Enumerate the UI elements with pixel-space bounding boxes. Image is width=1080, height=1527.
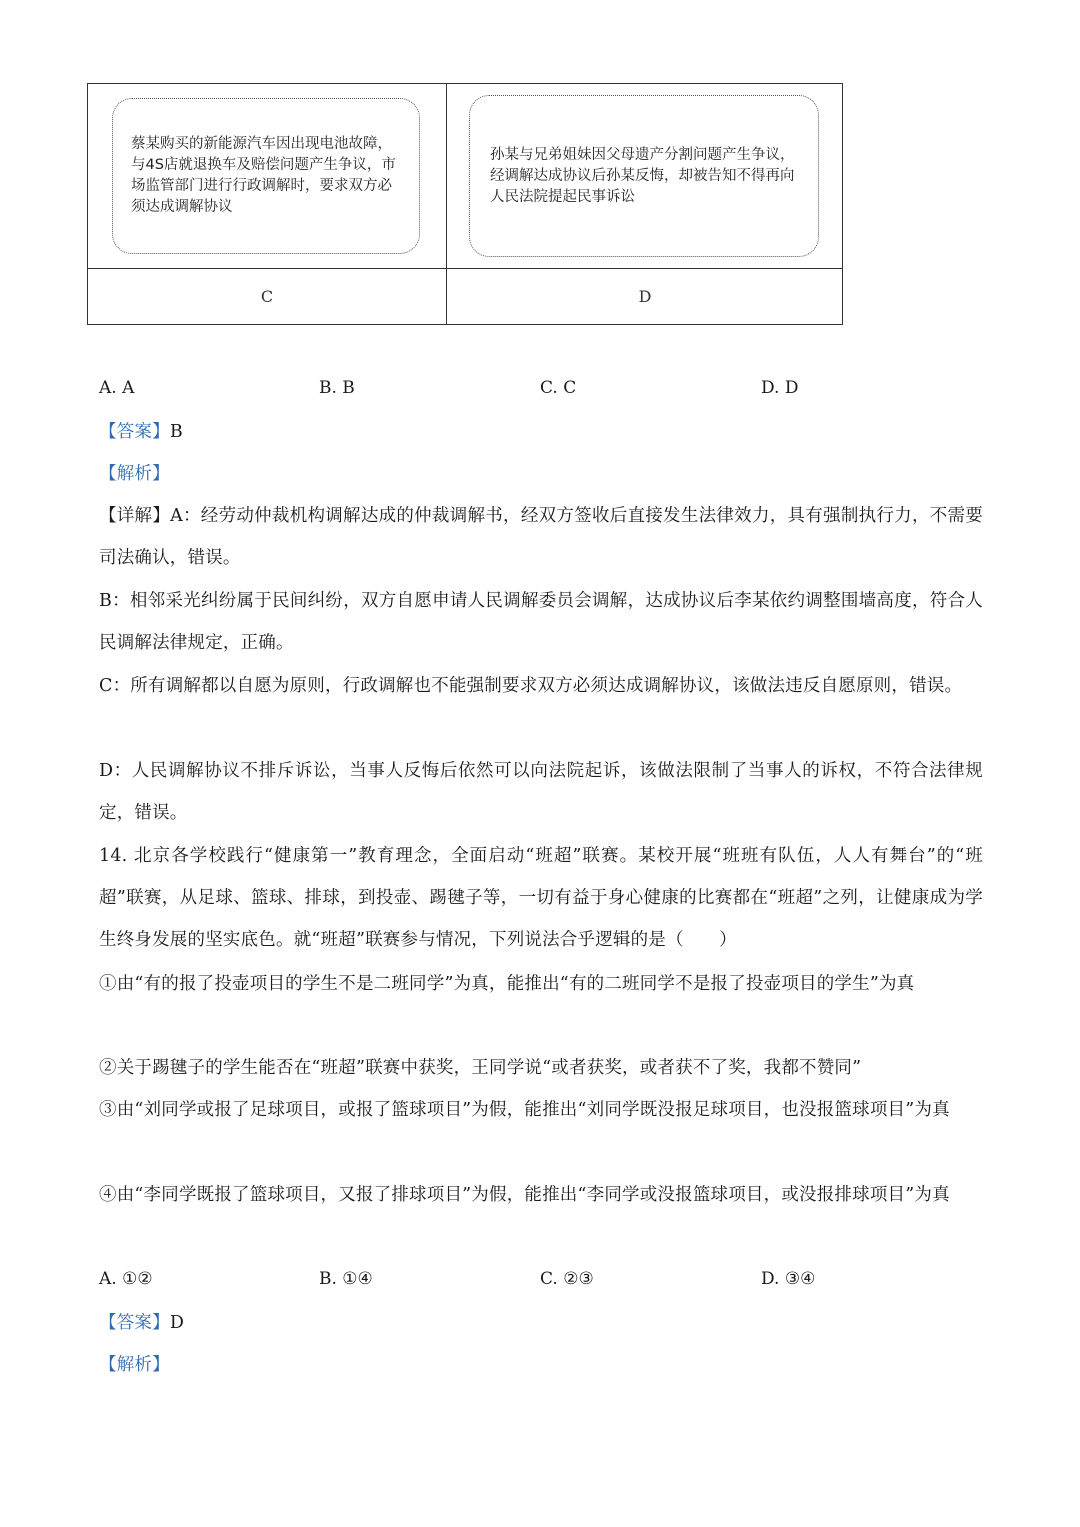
q13-option-d: D. D bbox=[761, 378, 799, 398]
q13-answer-line bbox=[99, 411, 983, 453]
scenario-c-label: C bbox=[260, 287, 274, 306]
q14-statement-4: ④由“李同学既报了篮球项目，又报了排球项目”为假，能推出“李同学或没报篮球项目，或没报排球项目”为真 bbox=[99, 1185, 950, 1205]
q14-answer-value: D bbox=[169, 1313, 185, 1333]
q14-options bbox=[99, 1269, 999, 1295]
q14-option-c: C. ②③ bbox=[540, 1269, 594, 1289]
q13-detail-a: 【详解】A：经劳动仲裁机构调解达成的仲裁调解书，经双方签收后直接发生法律效力，具有强制执行力，不需要司法确认，错误。 bbox=[99, 506, 983, 568]
q13-option-c: C. C bbox=[540, 378, 577, 398]
q14-statement-3: ③由“刘同学或报了足球项目，或报了篮球项目”为假，能推出“刘同学既没报足球项目，也没报篮球项目”为真 bbox=[99, 1100, 950, 1120]
q13-options bbox=[99, 378, 999, 404]
q14-analysis-line bbox=[99, 1344, 983, 1386]
q14-option-b: B. ①④ bbox=[319, 1269, 373, 1289]
q13-option-b: B. B bbox=[319, 378, 355, 398]
q14-option-a: A. ①② bbox=[99, 1269, 153, 1289]
q13-answer-value: B bbox=[169, 422, 183, 442]
q13-detail-d: D：人民调解协议不排斥诉讼，当事人反悔后依然可以向法院起诉，该做法限制了当事人的诉权，不符合法律规定，错误。 bbox=[99, 761, 983, 823]
q14-stem: 14. 北京各学校践行“健康第一”教育理念，全面启动“班超”联赛。某校开展“班班有队伍，人人有舞台”的“班超”联赛，从足球、篮球、排球，到投壶、踢毽子等，一切有益于身心健康的比赛都在“班超”之列，让健康成为学生终身发展的坚实底色。就“班超”联赛参与情况，下列说法合乎逻辑的是（ ） bbox=[99, 846, 983, 950]
q14-analysis-tag: 【解析】 bbox=[99, 1355, 170, 1375]
q13-option-a: A. A bbox=[99, 378, 135, 398]
scenario-d-label: D bbox=[638, 287, 652, 306]
q14-answer-tag: 【答案】 bbox=[99, 1313, 170, 1333]
q13-detail-c: C：所有调解都以自愿为原则，行政调解也不能强制要求双方必须达成调解协议，该做法违反自愿原则，错误。 bbox=[99, 676, 963, 696]
q14-statement-2: ②关于踢毽子的学生能否在“班超”联赛中获奖，王同学说“或者获奖，或者获不了奖，我都不赞同” bbox=[99, 1058, 862, 1078]
scenario-c-box bbox=[112, 98, 420, 254]
q14-statement-1: ①由“有的报了投壶项目的学生不是二班同学”为真，能推出“有的二班同学不是报了投壶项目的学生”为真 bbox=[99, 974, 915, 994]
q13-analysis-tag: 【解析】 bbox=[99, 464, 170, 484]
q13-detail-b: B：相邻采光纠纷属于民间纠纷，双方自愿申请人民调解委员会调解，达成协议后李某依约调整围墙高度，符合人民调解法律规定，正确。 bbox=[99, 591, 983, 653]
q13-answer-tag: 【答案】 bbox=[99, 422, 170, 442]
q14-answer-line bbox=[99, 1302, 983, 1344]
q13-analysis-line bbox=[99, 453, 983, 495]
scenario-c-text: 蔡某购买的新能源汽车因出现电池故障，与4S店就退换车及赔偿问题产生争议，市场监管部门进行行政调解时，要求双方必须达成调解协议 bbox=[131, 136, 396, 215]
scenario-table bbox=[87, 83, 843, 325]
q14-option-d: D. ③④ bbox=[761, 1269, 816, 1289]
scenario-d-text: 孙某与兄弟姐妹因父母遗产分割问题产生争议，经调解达成协议后孙某反悔，却被告知不得再向人民法院提起民事诉讼 bbox=[490, 146, 795, 205]
scenario-d-box bbox=[469, 95, 819, 257]
